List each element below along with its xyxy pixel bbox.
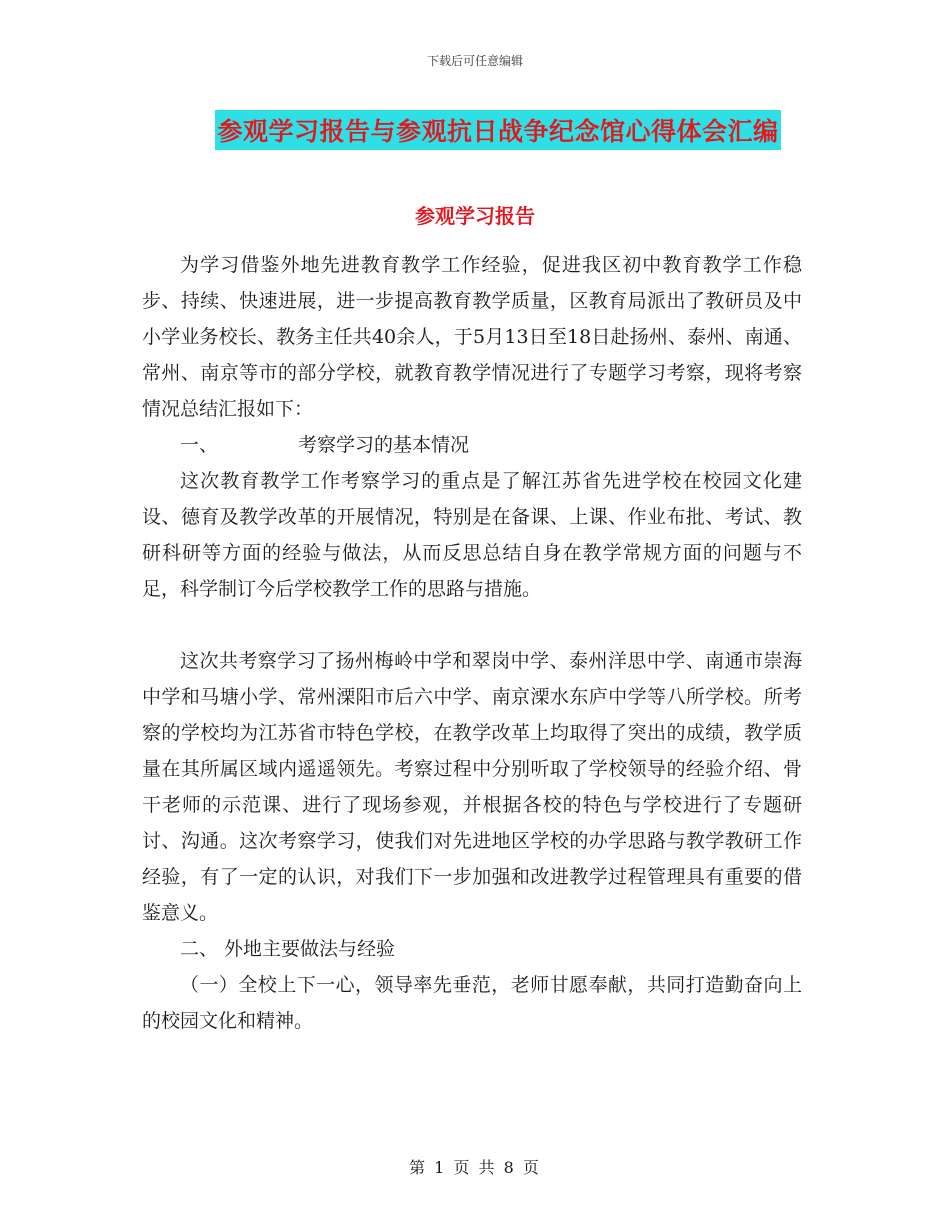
heading-one-text: 考察学习的基本情况 [298, 434, 470, 456]
page-footer: 第 1 页 共 8 页 [409, 1158, 541, 1177]
paragraph-intro: 为学习借鉴外地先进教育教学工作经验，促进我区初中教育教学工作稳步、持续、快速进展，进一步提高教育教学质量，区教育局派出了教研员及中小学业务校长、教务主任共40余人，于5月13日至18日赴扬州、泰州、南通、常州、南京等市的部分学校，就教育教学情况进行了专题学习考察，现将考察情况总结汇报如下： [142, 254, 802, 420]
heading-one-number: 一、 [180, 434, 219, 456]
main-title-wrap [0, 110, 950, 150]
main-title: 参观学习报告与参观抗日战争纪念馆心得体会汇编 [215, 110, 780, 150]
heading-one [142, 427, 802, 463]
paragraph-focus: 这次教育教学工作考察学习的重点是了解江苏省先进学校在校园文化建设、德育及教学改革的开展情况，特别是在备课、上课、作业布批、考试、教研科研等方面的经验与做法，从而反思总结自身在教学常规方面的问题与不足，科学制订今后学校教学工作的思路与措施。 [142, 470, 802, 600]
header-note: 下载后可任意编辑 [426, 54, 523, 68]
heading-two: 二、 外地主要做法与经验 [180, 938, 396, 960]
paragraph-spacer [142, 607, 802, 643]
paragraph-sub-one: （一）全校上下一心，领导率先垂范，老师甘愿奉献，共同打造勤奋向上的校园文化和精神。 [142, 974, 802, 1032]
paragraph-schools: 这次共考察学习了扬州梅岭中学和翠岗中学、泰州洋思中学、南通市崇海中学和马塘小学、常州溧阳市后六中学、南京溧水东庐中学等八所学校。所考察的学校均为江苏省市特色学校，在教学改革上均取得了突出的成绩，教学质量在其所属区域内遥遥领先。考察过程中分别听取了学校领导的经验介绍、骨干老师的示范课、进行了现场参观，并根据各校的特色与学校进行了专题研讨、沟通。这次考察学习，使我们对先进地区学校的办学思路与教学教研工作经验，有了一定的认识，对我们下一步加强和改进教学过程管理具有重要的借鉴意义。 [142, 650, 802, 924]
section-title: 参观学习报告 [415, 204, 535, 228]
document-body [142, 247, 802, 1039]
